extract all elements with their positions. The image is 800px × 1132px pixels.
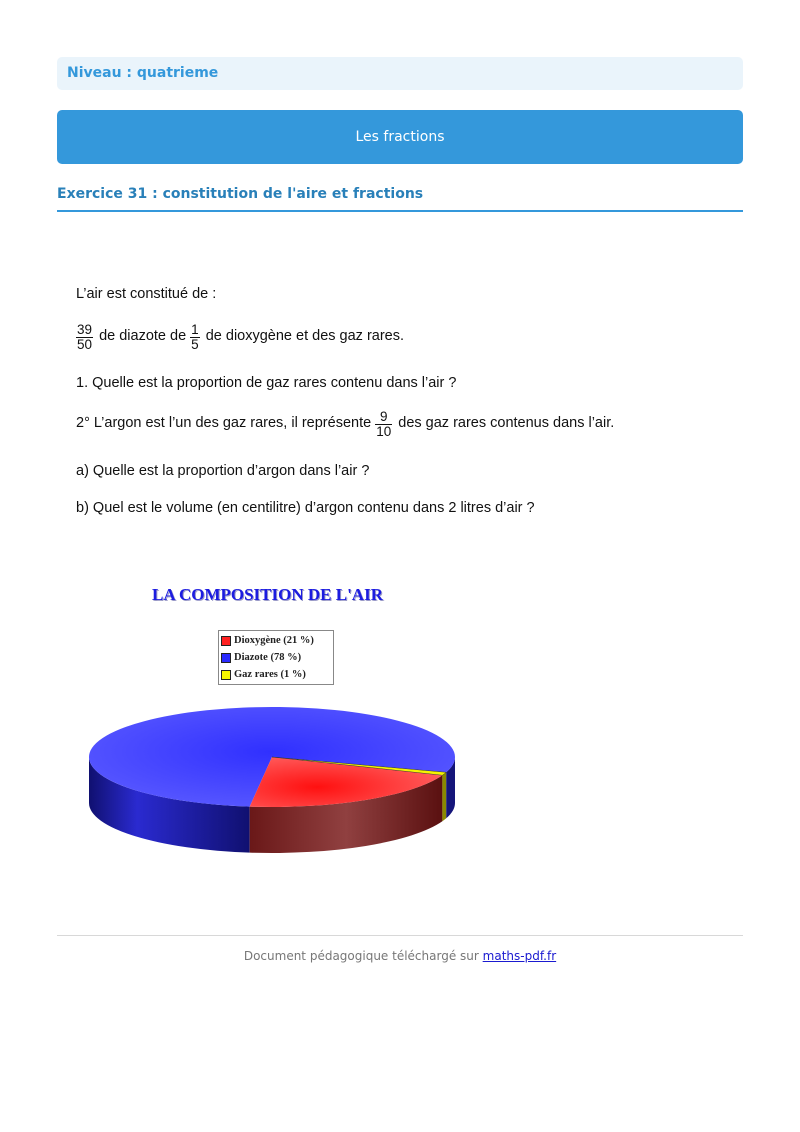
exercise-title: Exercice 31 : constitution de l'aire et fractions <box>57 186 743 212</box>
air-composition-chart <box>80 580 480 870</box>
footer-link[interactable]: maths-pdf.fr <box>482 949 557 963</box>
composition-line: $\frac{39}{50}$ de diazote de $\frac{1}{5}$ de dioxygène et des gaz rares. <box>77 322 405 352</box>
intro-text: L’air est constitué de : <box>76 286 217 302</box>
level-box <box>57 57 743 90</box>
question-2: 2° L’argon est l’un des gaz rares, il représente $\frac{9}{10}$ des gaz rares contenus dans l’air. <box>76 409 615 439</box>
question-1: 1. Quelle est la proportion de gaz rares contenu dans l’air ? <box>76 375 457 391</box>
legend-item-dioxygene: Dioxygène (21 %) <box>221 632 331 649</box>
legend-item-diazote: Diazote (78 %) <box>221 649 331 666</box>
fraction-argon: $\frac{9}{10}$ <box>376 409 392 439</box>
chart-legend <box>218 630 334 685</box>
chart-title: LA COMPOSITION DE L'AIR <box>152 585 383 604</box>
fraction-dioxygene: $\frac{1}{5}$ <box>191 322 199 352</box>
question-a: a) Quelle est la proportion d’argon dans l’air ? <box>76 463 370 479</box>
footer-divider <box>57 935 743 936</box>
question-b: b) Quel est le volume (en centilitre) d’argon contenu dans 2 litres d’air ? <box>76 500 535 516</box>
page-title-banner: Les fractions <box>57 110 743 164</box>
level-label: Niveau : quatrieme <box>67 65 219 81</box>
pie-side-gaz-rares <box>442 772 446 821</box>
footer-text: Document pédagogique téléchargé sur <box>243 949 479 963</box>
footer <box>0 949 800 963</box>
legend-item-gaz-rares: Gaz rares (1 %) <box>221 666 331 683</box>
pie-chart <box>80 700 480 860</box>
fraction-diazote: $\frac{39}{50}$ <box>77 322 93 352</box>
